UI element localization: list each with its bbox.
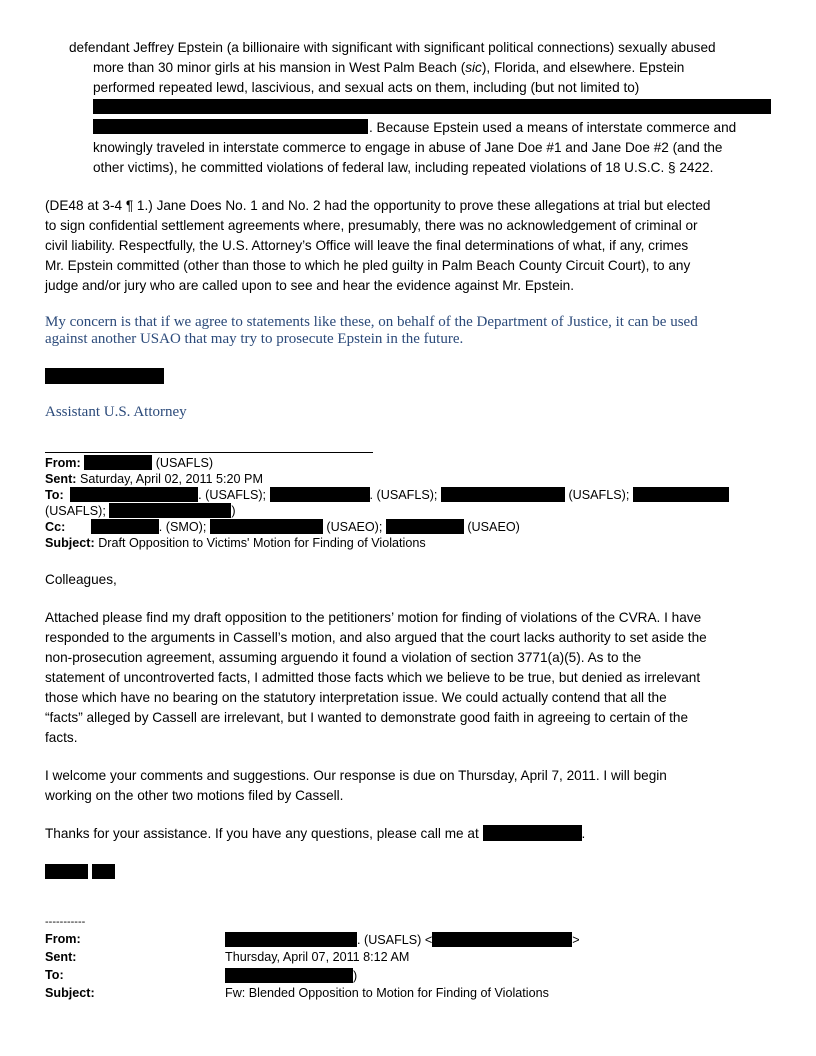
fwd-subject-value: Fw: Blended Opposition to Motion for Finding of Violations	[225, 986, 549, 1000]
redacted-phone-number	[483, 825, 582, 841]
redaction-bar	[633, 487, 729, 502]
quote-line-5: . Because Epstein used a means of interstate commerce and	[369, 120, 737, 135]
quote-line-3: performed repeated lewd, lascivious, and sexual acts on them, including (but not limited to)	[93, 80, 640, 95]
text-line: against another USAO that may try to prosecute Epstein in the future.	[45, 331, 464, 347]
subject-row: Subject: Draft Opposition to Victims' Motion for Finding of Violations	[45, 536, 426, 550]
redaction-bar	[70, 487, 198, 502]
text-line: those which have no bearing on the statutory interpretation issue. We could actually contend that all the	[45, 690, 667, 705]
redaction-bar	[432, 932, 572, 947]
redaction-bar	[386, 519, 464, 534]
redacted-signature	[92, 864, 115, 879]
redacted-signature-name	[45, 368, 164, 384]
text-line: facts.	[45, 730, 78, 745]
redaction-bar	[91, 519, 159, 534]
to-row: To: . (USAFLS); . (USAFLS); (USAFLS);	[45, 487, 805, 503]
sent-row: Sent: Saturday, April 02, 2011 5:20 PM	[45, 472, 263, 486]
fwd-to-label: To:	[45, 968, 64, 982]
text-line: Mr. Epstein committed (other than those to which he pled guilty in Palm Beach County Circuit Court), to any	[45, 258, 691, 273]
text-line: working on the other two motions filed by Cassell.	[45, 788, 344, 803]
fwd-sent-label: Sent:	[45, 950, 77, 964]
redaction-bar	[270, 487, 370, 502]
redaction-bar	[210, 519, 323, 534]
quote-line-6: knowingly traveled in interstate commerce to engage in abuse of Jane Doe #1 and Jane Doe #2 (and the	[93, 140, 723, 155]
signature-title: Assistant U.S. Attorney	[45, 404, 187, 420]
redaction-bar	[84, 455, 152, 470]
redaction-bar	[109, 503, 231, 518]
text-line: Attached please find my draft opposition to the petitioners’ motion for finding of violations of the CVRA. I have	[45, 610, 702, 625]
redacted-signature	[45, 864, 88, 879]
text-line: non-prosecution agreement, assuming arguendo it found a violation of section 3771(a)(5). As to the	[45, 650, 642, 665]
from-row: From: (USAFLS)	[45, 456, 214, 470]
redaction-bar	[93, 119, 368, 134]
body-paragraph-2	[45, 766, 667, 806]
redaction-bar	[225, 968, 353, 983]
divider-line	[45, 452, 373, 453]
text-line: to sign confidential settlement agreements where, presumably, there was no acknowledgement of criminal or	[45, 218, 698, 233]
quote-line-7: other victims), he committed violations of federal law, including repeated violations of 18 U.S.C. § 2422.	[93, 160, 714, 175]
paragraph-citation	[45, 196, 711, 296]
thanks-line: Thanks for your assistance. If you have any questions, please call me at .	[45, 826, 586, 841]
redaction-bar	[225, 932, 357, 947]
separator: -----------	[45, 916, 86, 928]
fwd-subject-label: Subject:	[45, 986, 95, 1000]
quote-line-1: defendant Jeffrey Epstein (a billionaire with significant with significant political connections) sexually abused	[69, 40, 716, 55]
text-line: I welcome your comments and suggestions. Our response is due on Thursday, April 7, 2011. I will begin	[45, 768, 667, 783]
quote-line-2: more than 30 minor girls at his mansion in West Palm Beach (sic), Florida, and elsewhere. Epstein	[93, 60, 685, 75]
body-paragraph-1	[45, 608, 707, 748]
greeting: Colleagues,	[45, 572, 117, 587]
text-line: judge and/or jury who are called upon to see and hear the evidence against Mr. Epstein.	[45, 278, 574, 293]
redaction-bar	[93, 99, 771, 114]
concern-paragraph	[45, 314, 698, 348]
fwd-from-label: From:	[45, 932, 81, 946]
text-line: My concern is that if we agree to statements like these, on behalf of the Department of Justice, it can be used	[45, 314, 698, 330]
to-row-continued: (USAFLS); )	[45, 504, 236, 518]
redaction-bar	[441, 487, 565, 502]
text-line: statement of uncontroverted facts, I admitted those facts which we believe to be true, but denied as irrelevant	[45, 670, 701, 685]
fwd-from-value: . (USAFLS) < >	[225, 932, 580, 947]
email-header-1	[45, 455, 805, 551]
text-line: (DE48 at 3-4 ¶ 1.) Jane Does No. 1 and No. 2 had the opportunity to prove these allegations at trial but elected	[45, 198, 711, 213]
text-line: “facts” alleged by Cassell are irrelevant, but I wanted to demonstrate good faith in agreeing to certain of the	[45, 710, 689, 725]
text-line: civil liability. Respectfully, the U.S. Attorney’s Office will leave the final determinations of what, if any, crimes	[45, 238, 689, 253]
cc-row: Cc: . (SMO); (USAEO); (USAEO)	[45, 520, 520, 534]
fwd-to-value: )	[225, 968, 357, 983]
fwd-sent-value: Thursday, April 07, 2011 8:12 AM	[225, 950, 410, 964]
text-line: responded to the arguments in Cassell’s motion, and also argued that the court lacks authority to set aside the	[45, 630, 707, 645]
